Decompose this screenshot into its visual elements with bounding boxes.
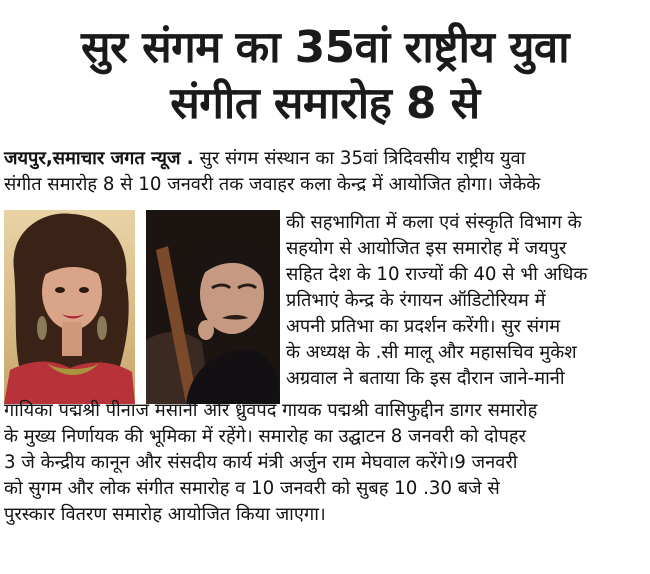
body-line-6: प्रतिभाएं केन्द्र के रंगायन ऑडिटोरियम में [286,290,546,311]
body-text-1: सुर संगम संस्थान का 35वां त्रिदिवसीय राष्ट्रीय युवा [193,148,526,169]
body-line-8: के अध्यक्ष के .सी मालू और महासचिव मुकेश [286,342,577,363]
body-line-2: संगीत समारोह 8 से 10 जनवरी तक जवाहर कला केन्द्र में आयोजित होगा। जेकेके [4,174,541,195]
body-line-11: के मुख्य निर्णायक की भूमिका में रहेंगे। समारोह का उद्घाटन 8 जनवरी को दोपहर [4,426,526,447]
body-line-12: 3 जे केन्द्रीय कानून और संसदीय कार्य मंत्री अर्जुन राम मेघवाल करेंगे।9 जनवरी [4,452,518,473]
dateline: जयपुर,समाचार जगत न्यूज . [4,148,194,169]
body-line-5: सहित देश के 10 राज्यों की 40 से भी अधिक [286,264,588,285]
headline-line-2: संगीत समारोह 8 से [170,78,480,129]
body-line-9: अग्रवाल ने बताया कि इस दौरान जाने-मानी [286,368,565,389]
body-line-13: को सुगम और लोक संगीत समारोह व 10 जनवरी को सुबह 10 .30 बजे से [4,478,500,499]
body-line-7: अपनी प्रतिभा का प्रदर्शन करेंगी। सुर संगम [286,316,561,337]
body-line-14: पुरस्कार वितरण समारोह आयोजित किया जाएगा। [4,504,326,525]
body-line-10: गायिका पद्मश्री पीनाज मसानी और ध्रुवपद गायक पद्मश्री वासिफुद्दीन डागर समारोह [4,400,538,421]
photo-musician-man [146,210,280,404]
body-line-4: सहयोग से आयोजित इस समारोह में जयपुर [286,238,567,259]
body-line-3: की सहभागिता में कला एवं संस्कृति विभाग के [286,212,582,233]
headline-line-1: सुर संगम का 35वां राष्ट्रीय युवा [80,22,570,73]
body-line-1 [4,146,525,172]
photo-singer-woman [4,210,135,404]
headline [0,20,650,132]
